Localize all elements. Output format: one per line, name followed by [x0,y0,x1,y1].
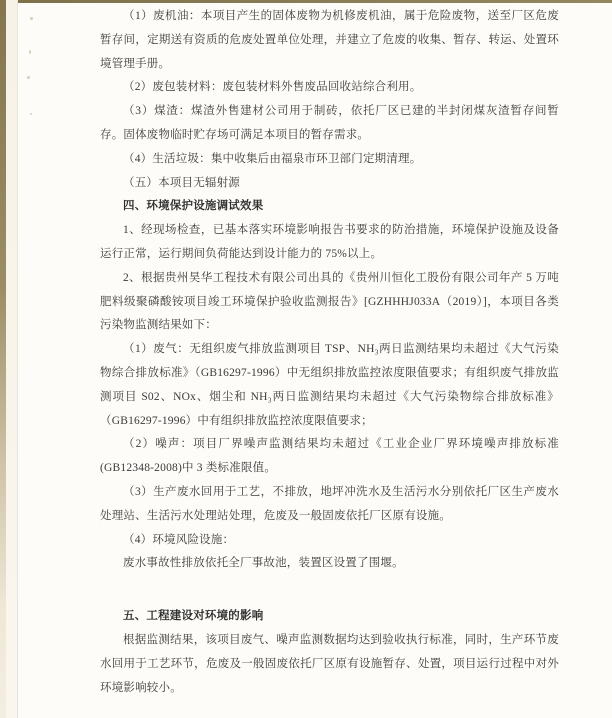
paragraph: （1）废气：无组织废气排放监测项目 TSP、NH₃两日监测结果均未超过《大气污染物综合排放标准》（GB16297-1996）中无组织排放监控浓度限值要求；有组织废气排放监测项目 S02、NOx、烟尘和 NH₃两日监测结果均未超过《大气污染物综合排放标准》（GB16297-1996）中有组织排放监控浓度限值要求； [100,343,559,427]
paragraph: 1、经现场检查，已基本落实环境影响报告书要求的防治措施，环境保护设施及设备运行正常，运行期间负荷能达到设计能力的 75%以上。 [100,224,559,260]
scan-speck [29,50,31,54]
scan-edge-top [0,0,612,3]
scan-speck [30,113,32,115]
paragraph: 根据监测结果，该项目废气、噪声监测数据均达到验收执行标准，同时，生产环节废水回用于工艺环节，危废及一般固废依托厂区原有设施暂存、处置，项目运行过程中对外环境影响较小。 [100,633,559,694]
scan-speck [30,17,33,20]
paragraph: （4）环境风险设施： [123,533,235,546]
paragraph: （3）生产废水回用于工艺，不排放，地坪冲洗水及生活污水分别依托厂区生产废水处理站、生活污水处理站处理，危废及一般固废依托厂区原有设施。 [100,485,559,522]
paragraph: （3）煤渣：煤渣外售建材公司用于制砖，依托厂区已建的半封闭煤灰渣暂存间暂存。固体废物临时贮存场可满足本项目的暂存需求。 [100,105,559,141]
paragraph: （1）废机油：本项目产生的固体废物为机修废机油，属于危险废物，送至厂区危废暂存间，定期送有资质的危废处置单位处理，并建立了危废的收集、暂存、转运、处置环境管理手册。 [100,10,559,70]
paragraph: 废水事故性排放依托全厂事故池，装置区设置了围堰。 [123,557,404,570]
paragraph: （2）废包装材料：废包装材料外售废品回收站综合利用。 [123,81,422,94]
section-heading: 五、工程建设对环境的影响 [123,610,264,623]
paragraph: （2）噪声：项目厂界噪声监测结果均未超过《工业企业厂界环境噪声排放标准(GB12348-2008)中 3 类标准限值。 [100,438,559,475]
paragraph: 2、根据贵州昊华工程技术有限公司出具的《贵州川恒化工股份有限公司年产 5 万吨肥料级聚磷酸铵项目竣工环境保护验收监测报告》[GZHHHJ033A（2019）]，本项目各类污染物监测结果如下： [100,271,559,332]
paragraph: （五）本项目无辐射源 [123,176,240,189]
document-body [100,5,559,700]
paragraph: （4）生活垃圾：集中收集后由福泉市环卫部门定期清理。 [123,152,422,165]
section-heading: 四、环境保护设施调试效果 [123,200,264,213]
scan-speck [27,76,30,79]
scan-edge-left-margin [6,0,18,718]
